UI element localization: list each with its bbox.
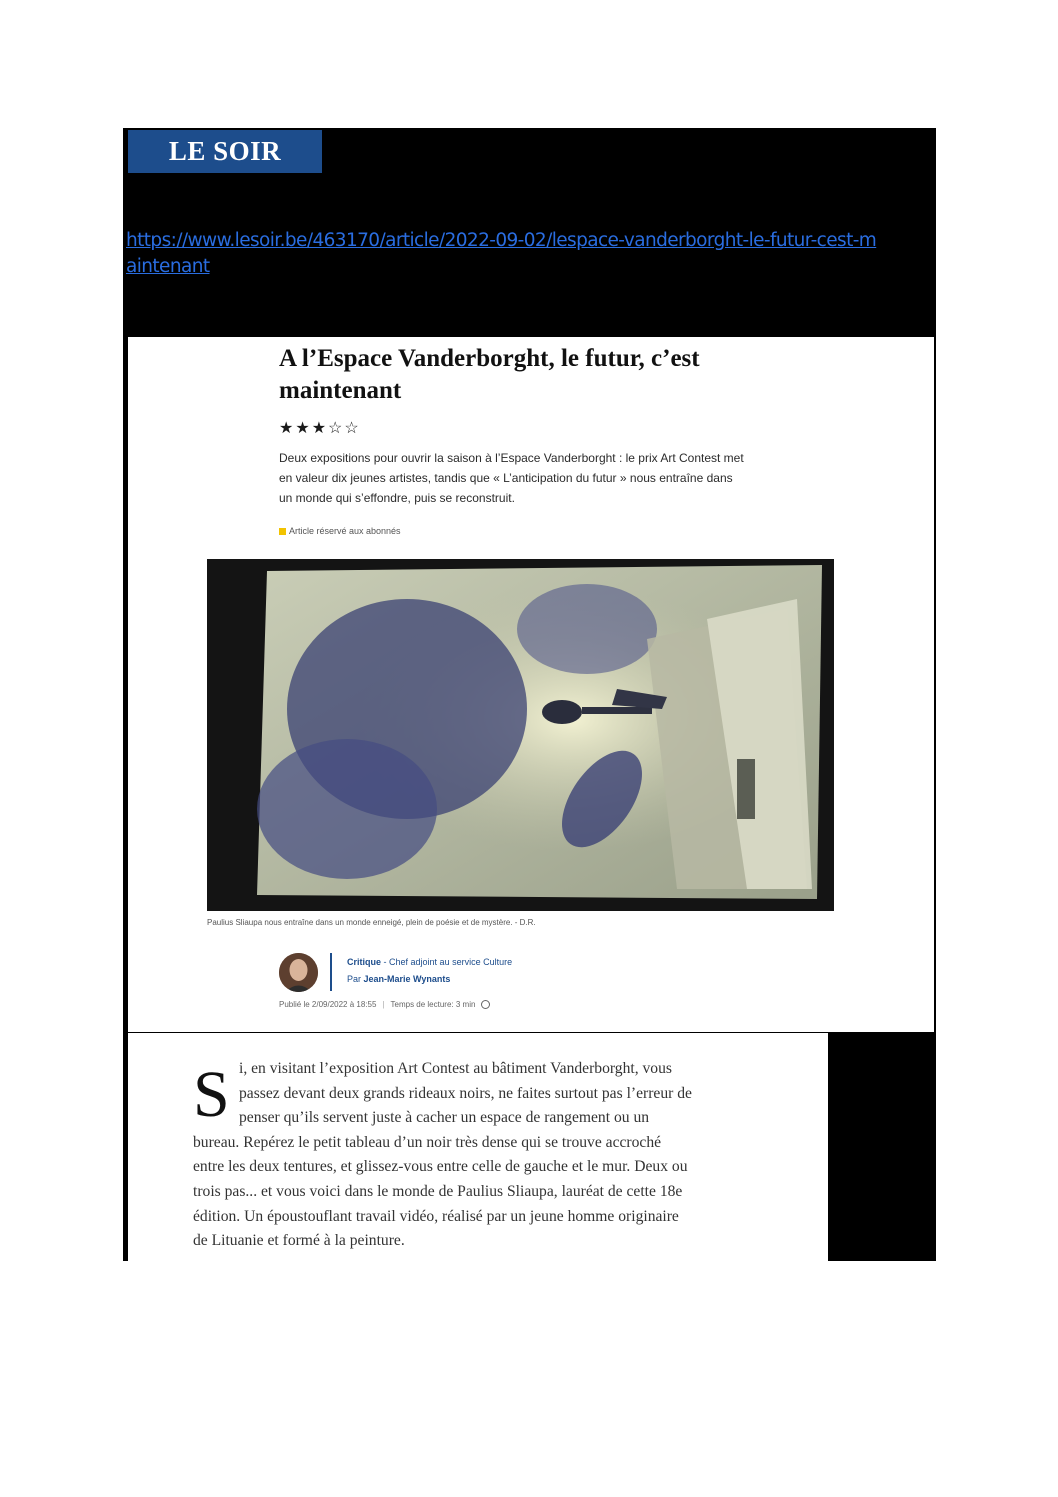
body-line: passez devant deux grands rideaux noirs, ne faites surtout pas l’erreur de (239, 1084, 692, 1102)
body-line: penser qu’ils servent juste à cacher un espace de rangement ou un (239, 1109, 650, 1127)
body-line: bureau. Repérez le petit tableau d’un noir très dense qui se trouve accroché (193, 1133, 662, 1151)
article-url-link[interactable]: https://www.lesoir.be/463170/article/2022-09-02/lespace-vanderborght-le-futur-cest-maintenant (126, 230, 877, 277)
star-empty-icon: ☆ (328, 420, 343, 437)
article-body-text (193, 1057, 783, 1254)
separator: | (382, 1000, 385, 1009)
photo-caption: Paulius Sliaupa nous entraîne dans un monde enneigé, plein de poésie et de mystère. - D.R. (207, 918, 536, 927)
star-empty-icon: ☆ (344, 420, 359, 437)
clock-icon (481, 1000, 490, 1009)
subscriber-label: Article réservé aux abonnés (289, 526, 401, 536)
star-filled-icon: ★ (295, 420, 310, 437)
body-line: de Lituanie et formé à la peinture. (193, 1232, 405, 1250)
rating-stars (279, 420, 359, 438)
le-soir-logo: LE SOIR (128, 130, 322, 173)
body-line: i, en visitant l’exposition Art Contest au bâtiment Vanderborght, vous (239, 1060, 672, 1077)
body-line: trois pas... et vous voici dans le monde de Paulius Sliaupa, lauréat de cette 18e (193, 1182, 683, 1200)
star-filled-icon: ★ (311, 420, 327, 437)
author-role (347, 957, 512, 967)
article-title: A l’Espace Vanderborght, le futur, c’est maintenant (279, 345, 700, 404)
byline-label: Par (347, 974, 362, 984)
reading-time: Temps de lecture: 3 min (390, 1000, 476, 1009)
author-divider (330, 953, 332, 991)
drop-cap: S (193, 1058, 230, 1131)
author-byline (347, 974, 450, 984)
star-filled-icon: ★ (279, 420, 294, 437)
article-photo (207, 559, 834, 911)
body-line: édition. Un époustouflant travail vidéo, réalisé par un jeune homme originaire (193, 1207, 679, 1225)
author-name-link[interactable]: Jean-Marie Wynants (363, 974, 451, 984)
article-lead: Deux expositions pour ouvrir la saison à l’Espace Vanderborght : le prix Art Contest met en valeur dix jeunes artistes, tandis que « L’anticipation du futur » nous entraîne dans un monde qui s’effondre, puis se reconstruit. (279, 451, 744, 505)
publication-info (279, 1000, 490, 1009)
author-role-detail: - Chef adjoint au service Culture (383, 957, 513, 967)
subscriber-square-icon (279, 528, 286, 535)
subscriber-badge (279, 526, 401, 536)
body-line: entre les deux tentures, et glissez-vous entre celle de gauche et le mur. Deux ou (193, 1158, 688, 1176)
author-avatar (279, 953, 318, 992)
published-date: Publié le 2/09/2022 à 18:55 (279, 1000, 377, 1009)
author-role-label: Critique (347, 957, 382, 967)
